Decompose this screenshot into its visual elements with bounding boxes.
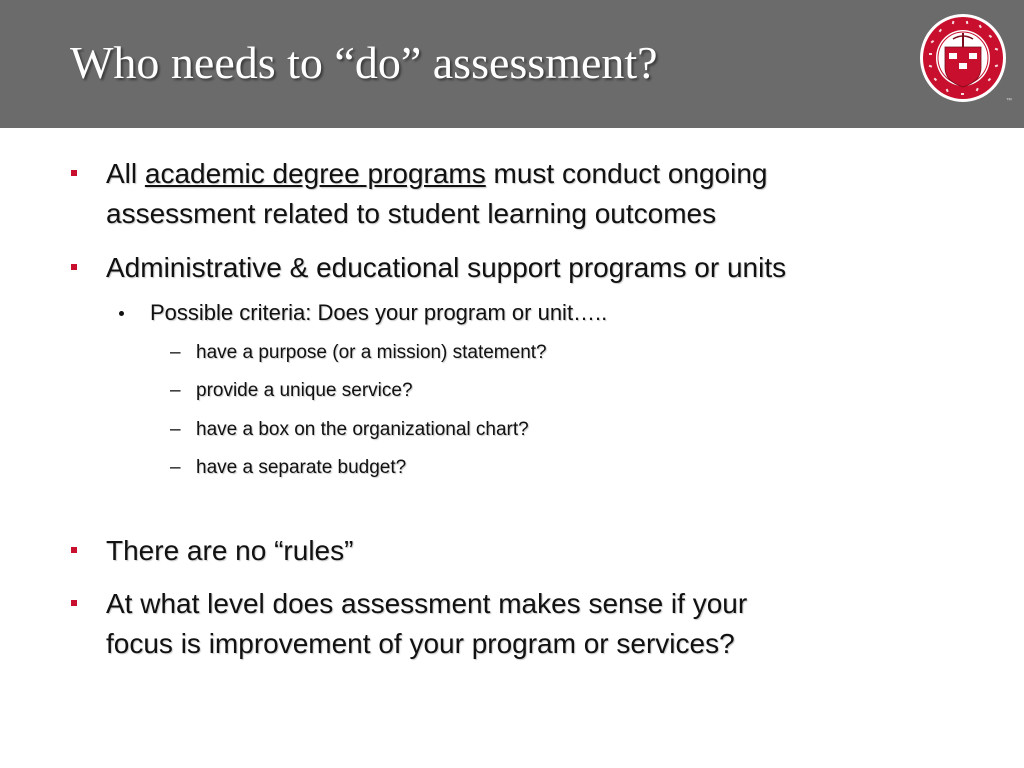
university-seal-logo (919, 13, 1007, 103)
bullet-square-icon (71, 170, 77, 176)
dash-bullet-icon: – (170, 342, 181, 363)
dash-bullet-icon: – (170, 457, 181, 478)
criteria-item-3: have a box on the organizational chart? (196, 419, 529, 440)
criteria-item-1: have a purpose (or a mission) statement? (196, 342, 547, 363)
trademark-mark: ™ (1006, 98, 1012, 104)
bullet-1-line-2: assessment related to student learning outcomes (106, 198, 717, 229)
criteria-item-4: have a separate budget? (196, 457, 407, 478)
bullet-3-text: There are no “rules” (106, 535, 354, 566)
slide-title: Who needs to “do” assessment? (70, 37, 658, 88)
bullet-1-line-1 (106, 154, 768, 194)
bullet-1-post: must conduct ongoing (485, 158, 768, 189)
bullet-4-line-1: At what level does assessment makes sense if your (106, 588, 748, 619)
dash-bullet-icon: – (170, 380, 181, 401)
bullet-4-line-2: focus is improvement of your program or services? (106, 628, 735, 659)
bullet-1-underlined-term: academic degree programs (144, 158, 486, 189)
bullet-2-text: Administrative & educational support programs or units (106, 252, 787, 283)
bullet-square-icon (71, 600, 77, 606)
bullet-dot-icon (119, 311, 124, 316)
bullet-square-icon (71, 264, 77, 270)
criteria-item-2: provide a unique service? (196, 380, 413, 401)
dash-bullet-icon: – (170, 419, 181, 440)
bullet-square-icon (71, 547, 77, 553)
bullet-1-pre: All (106, 158, 145, 189)
sub-bullet-criteria: Possible criteria: Does your program or unit….. (150, 300, 608, 325)
